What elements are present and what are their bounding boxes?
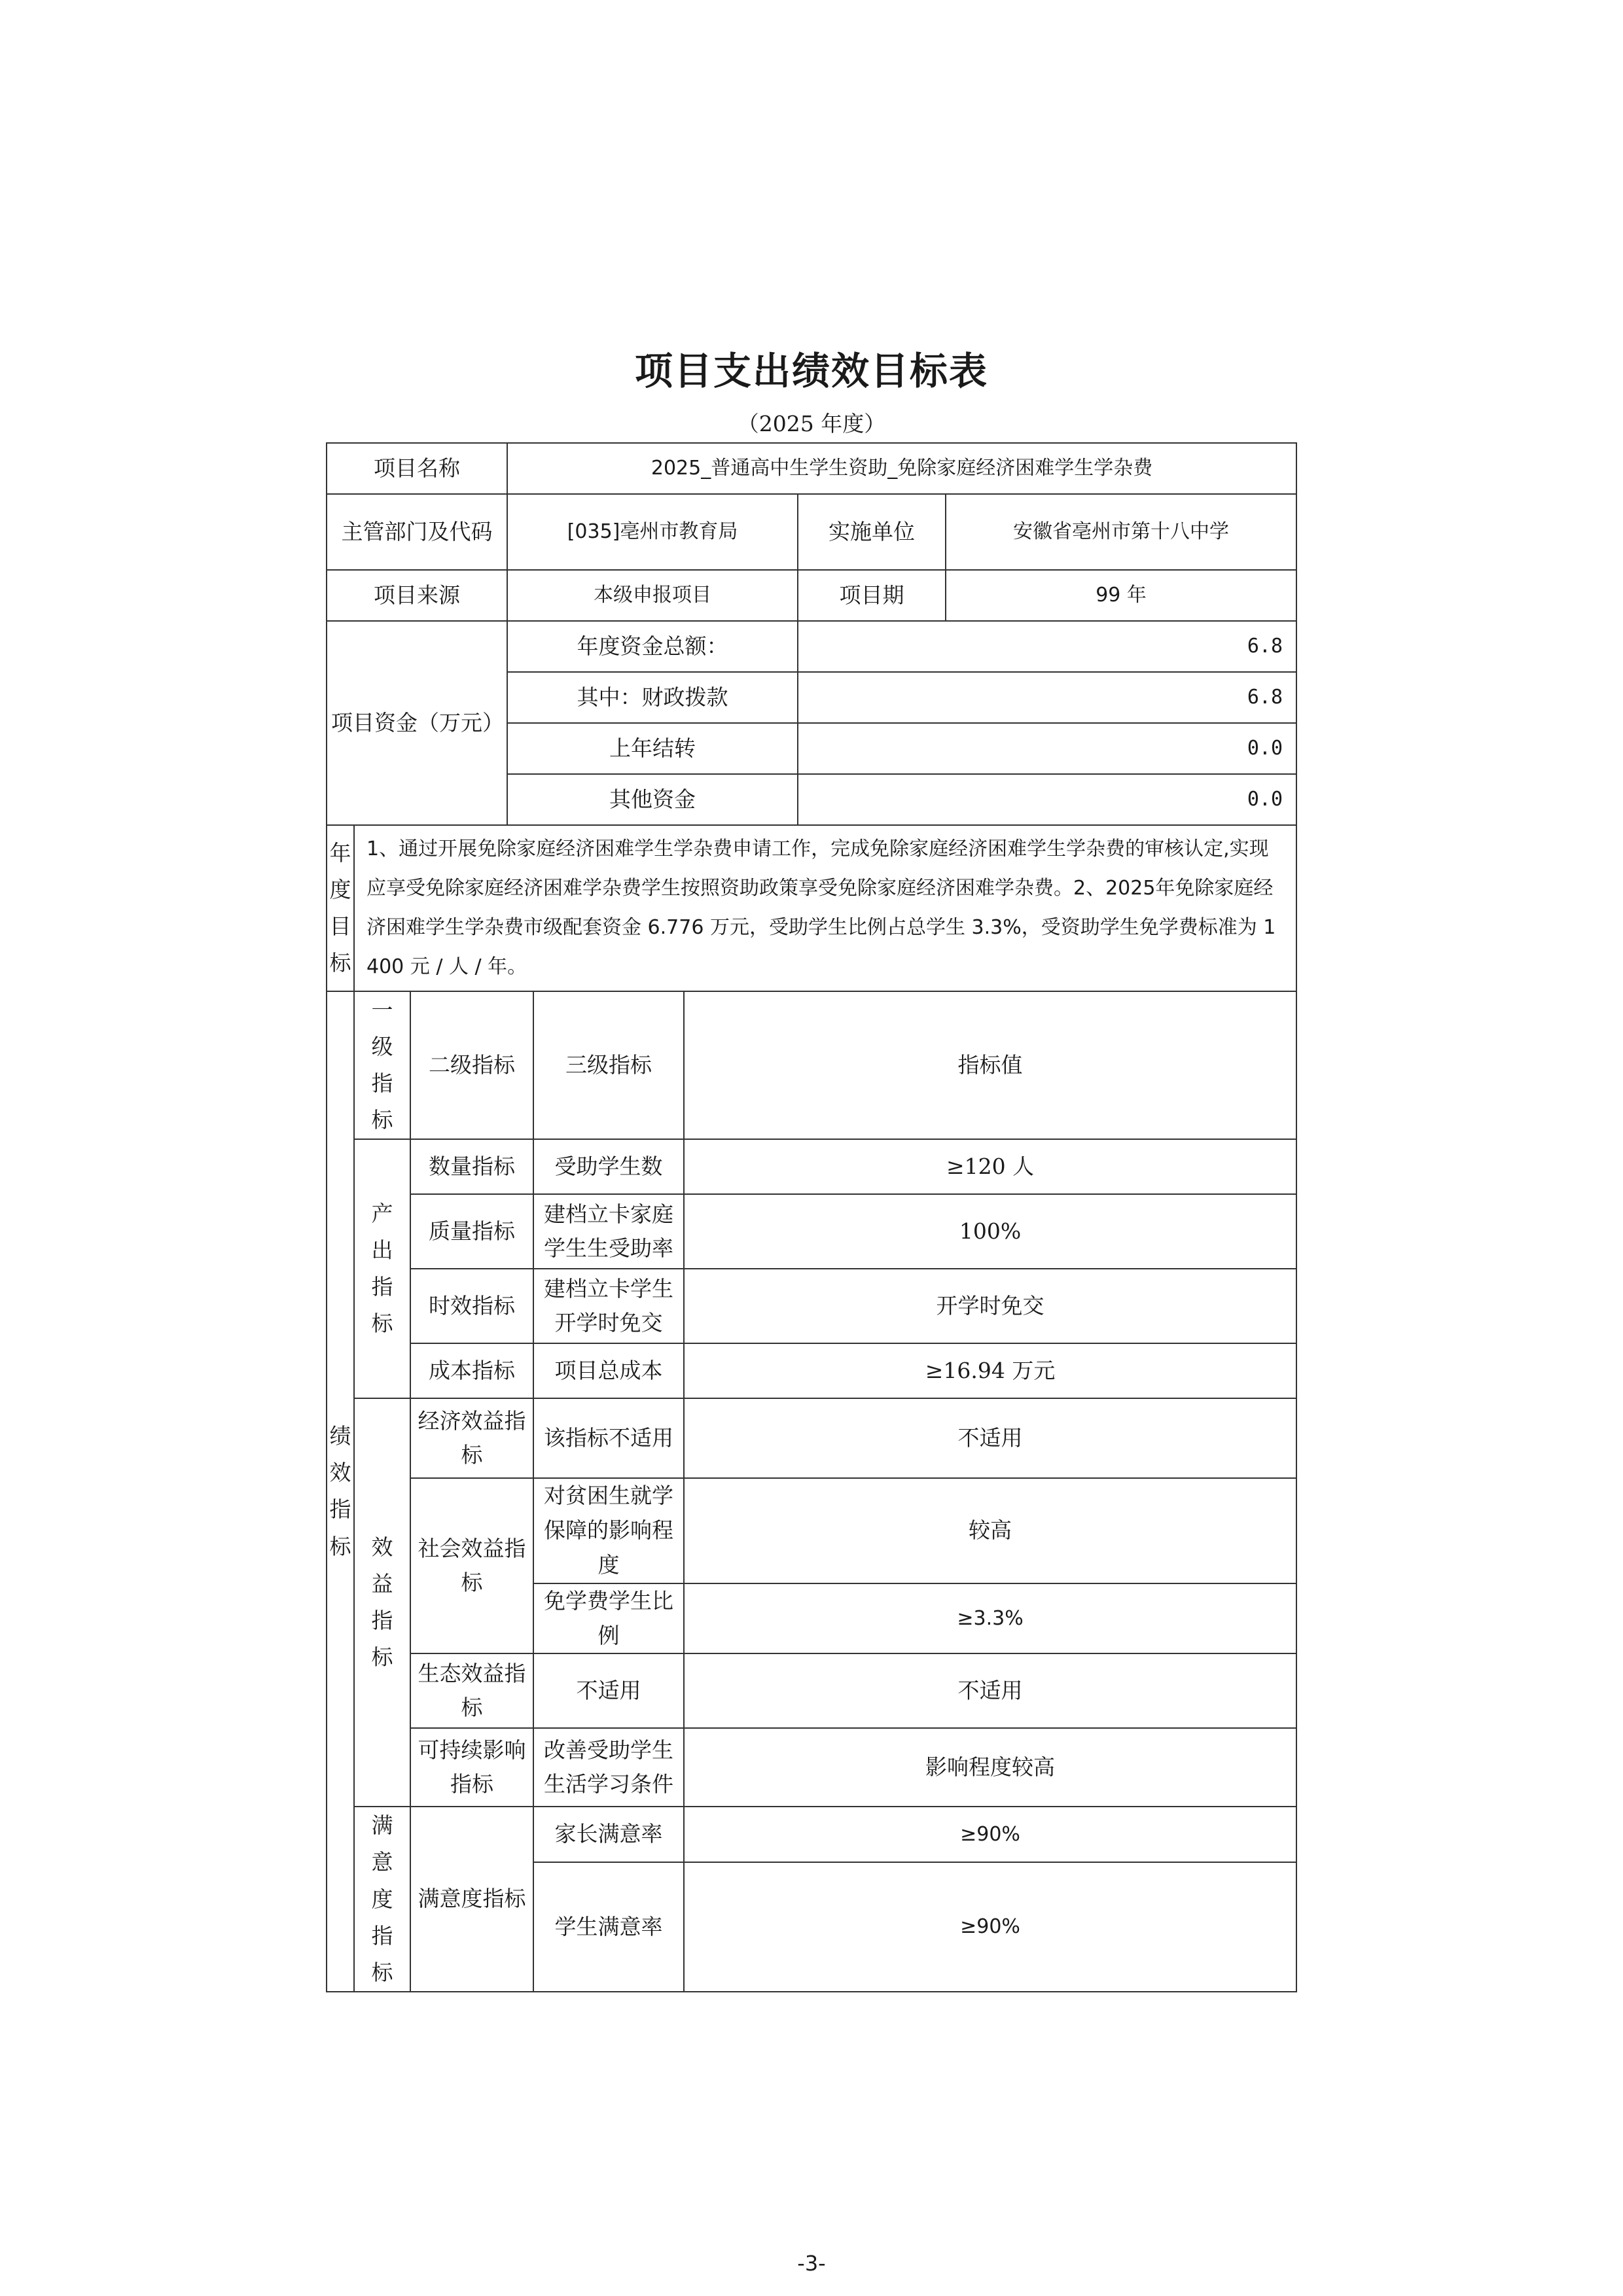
indicator-level2: 可持续影响指标 [410,1728,533,1807]
indicator-level3: 不适用 [533,1653,684,1728]
indicator-level3: 建档立卡家庭学生生受助率 [533,1194,684,1269]
funds-total-label: 年度资金总额： [507,621,798,672]
indicator-value: ≥90% [684,1862,1296,1992]
implementing-unit-value: 安徽省亳州市第十八中学 [946,494,1296,570]
indicator-row [327,1653,1296,1728]
indicator-value: 不适用 [684,1653,1296,1728]
indicator-level2: 数量指标 [410,1139,533,1194]
indicator-row [327,1269,1296,1343]
indicator-level2: 成本指标 [410,1343,533,1398]
funds-carryover-value: 0.0 [798,723,1296,774]
indicator-value: 100% [684,1194,1296,1269]
indicator-value: 影响程度较高 [684,1728,1296,1807]
funds-label: 项目资金（万元） [327,621,507,825]
indicator-row [327,1194,1296,1269]
funds-other-label: 其他资金 [507,774,798,825]
indicator-level2: 满意度指标 [410,1807,533,1991]
page-number: -3- [797,2251,826,2276]
indicator-row [327,1807,1296,1862]
indicator-header-row [327,991,1296,1139]
header-level2: 二级指标 [410,991,533,1139]
indicator-level3: 改善受助学生生活学习条件 [533,1728,684,1807]
indicator-level3: 项目总成本 [533,1343,684,1398]
department-row [327,494,1296,570]
funds-carryover-label: 上年结转 [507,723,798,774]
indicator-value: 开学时免交 [684,1269,1296,1343]
benefit-indicator-label: 效益指标 [354,1398,410,1807]
indicator-level3: 免学费学生比例 [533,1583,684,1654]
source-row [327,570,1296,621]
indicator-row [327,1343,1296,1398]
indicator-level2: 时效指标 [410,1269,533,1343]
satisfaction-indicator-label: 满意度指标 [354,1807,410,1991]
indicator-level3: 家长满意率 [533,1807,684,1862]
page-title: 项目支出绩效目标表 [634,349,988,393]
indicator-level3: 该指标不适用 [533,1398,684,1478]
indicator-value: ≥90% [684,1807,1296,1862]
funds-other-value: 0.0 [798,774,1296,825]
project-name-label: 项目名称 [327,443,507,494]
indicator-level3: 对贫困生就学保障的影响程度 [533,1478,684,1583]
indicator-value: ≥3.3% [684,1583,1296,1654]
indicator-value: 较高 [684,1478,1296,1583]
indicator-value: ≥120 人 [684,1139,1296,1194]
indicator-value: 不适用 [684,1398,1296,1478]
output-indicator-label: 产出指标 [354,1139,410,1398]
annual-goal-text: 1、通过开展免除家庭经济困难学生学杂费申请工作，完成免除家庭经济困难学生学杂费的审核认定,实现应享受免除家庭经济困难学杂费学生按照资助政策享受免除家庭经济困难学杂费。2、2025年免除家庭经济困难学生学杂费市级配套资金 6.776 万元，受助学生比例占总学生 3.3%，受资助学生免学费标准为 1400 元 / 人 / 年。 [354,825,1296,991]
period-label: 项目期 [798,570,946,621]
header-level3: 三级指标 [533,991,684,1139]
indicator-level2: 质量指标 [410,1194,533,1269]
indicator-level2: 生态效益指标 [410,1653,533,1728]
indicator-row [327,1139,1296,1194]
annual-goal-label: 年度目标 [327,825,354,991]
page-subtitle: （2025 年度） [737,411,886,436]
period-value: 99 年 [946,570,1296,621]
source-label: 项目来源 [327,570,507,621]
annual-goal-row [327,825,1296,991]
indicator-level3: 受助学生数 [533,1139,684,1194]
indicator-level3: 建档立卡学生开学时免交 [533,1269,684,1343]
performance-target-table [326,442,1297,1992]
indicator-value: ≥16.94 万元 [684,1343,1296,1398]
header-value: 指标值 [684,991,1296,1139]
funds-row [327,621,1296,672]
implementing-unit-label: 实施单位 [798,494,946,570]
indicators-section-label: 绩效指标 [327,991,354,1992]
indicator-row [327,1398,1296,1478]
funds-total-value: 6.8 [798,621,1296,672]
funds-fiscal-value: 6.8 [798,672,1296,723]
header-level1: 一级指标 [354,991,410,1139]
indicator-level2: 经济效益指标 [410,1398,533,1478]
source-value: 本级申报项目 [507,570,798,621]
indicator-level3: 学生满意率 [533,1862,684,1992]
department-value: [035]亳州市教育局 [507,494,798,570]
funds-fiscal-label: 其中：财政拨款 [507,672,798,723]
indicator-row [327,1728,1296,1807]
project-name-value: 2025_普通高中生学生资助_免除家庭经济困难学生学杂费 [507,443,1296,494]
department-label: 主管部门及代码 [327,494,507,570]
indicator-row [327,1478,1296,1583]
indicator-level2: 社会效益指标 [410,1478,533,1653]
project-name-row [327,443,1296,494]
